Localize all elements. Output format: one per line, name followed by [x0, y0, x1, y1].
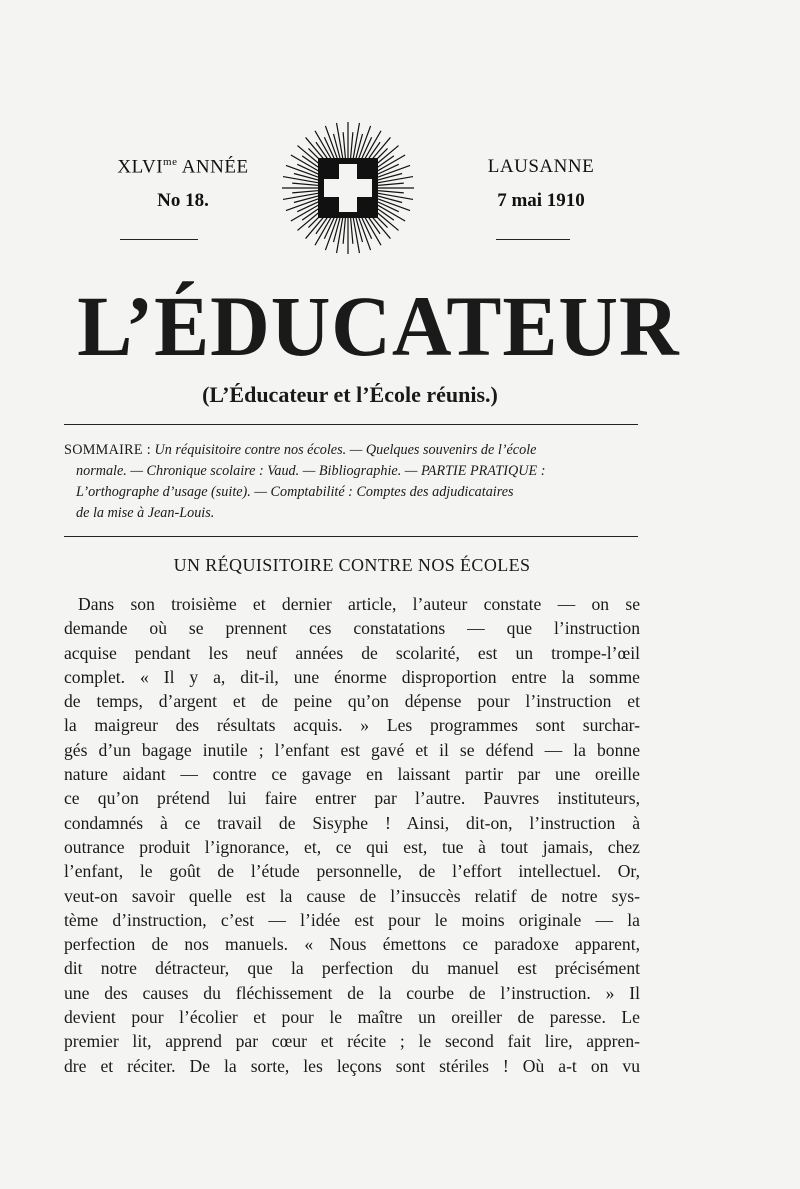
header-left-rule: [120, 239, 198, 240]
toc-label: SOMMAIRE :: [64, 442, 151, 458]
masthead: [66, 278, 680, 374]
article-line: condamnés à ce travail de Sisyphe ! Ainsi, dit-on, l’instruction à: [64, 812, 640, 833]
article-line: complet. « Il y a, dit-il, une énorme disproportion entre la somme: [64, 666, 640, 687]
year-label: $XLVI^{me}$ ANNÉE: [117, 156, 249, 178]
swiss-cross-sunburst-icon: [282, 120, 414, 256]
journal-subtitle: (L’Éducateur et l’École réunis.): [202, 382, 498, 407]
article-line: nature aidant — contre ce gavage en laissant partir par une oreille: [64, 764, 640, 785]
journal-title: L’ÉDUCATEUR: [77, 278, 680, 374]
toc-line: normale. — Chronique scolaire : Vaud. — Bibliographie. — PARTIE PRATIQUE :: [76, 463, 546, 479]
article-line: la maigreur des résultats acquis. » Les programmes sont surchar-: [64, 715, 640, 736]
article-line: une des causes du fléchissement de la courbe de l’instruction. » Il: [64, 982, 640, 1003]
bottom-divider: [64, 536, 638, 537]
article-line: premier lit, apprend par cœur et récite ; le second fait lire, appren-: [64, 1031, 640, 1052]
header-right: [466, 156, 616, 212]
article-body: [64, 592, 640, 1078]
article-line: demande où se prennent ces constatations — que l’instruction: [64, 618, 640, 639]
table-of-contents: [64, 440, 640, 524]
article-line: dre et réciter. De la sorte, les leçons sont stériles ! Où a-t on vu: [64, 1055, 640, 1076]
toc-line: SOMMAIRE : Un réquisitoire contre nos écoles. — Quelques souvenirs de l’école: [64, 442, 537, 458]
article-line: veut-on savoir quelle est la cause de l’insuccès relatif de notre sys-: [64, 885, 640, 906]
article-line: ce qu’on prétend lui faire entrer par l’autre. Pauvres instituteurs,: [64, 788, 640, 809]
article-line: de temps, d’argent et de peine qu’on dépense pour l’instruction et: [64, 691, 640, 712]
toc-line: L’orthographe d’usage (suite). — Comptabilité : Comptes des adjudicataires: [76, 484, 514, 500]
issue-number: No 18.: [157, 190, 209, 212]
header-left: [88, 156, 278, 212]
article-title: UN RÉQUISITOIRE CONTRE NOS ÉCOLES: [173, 555, 531, 575]
toc-line: de la mise à Jean-Louis.: [76, 505, 215, 521]
article-line: l’enfant, le goût de l’étude personnelle, de l’effort intellectuel. Or,: [64, 861, 640, 882]
city-label: LAUSANNE: [487, 156, 595, 177]
article-line: dit notre détracteur, que la perfection du manuel est précisément: [64, 958, 640, 979]
issue-date: 7 mai 1910: [497, 190, 585, 211]
header-right-rule: [496, 239, 570, 240]
article-line: perfection de nos manuels. « Nous émettons ce paradoxe apparent,: [64, 934, 640, 955]
top-divider: [64, 424, 638, 425]
article-line: outrance produit l’ignorance, et, ce qui est, tue à tout jamais, chez: [64, 836, 640, 857]
article-line: devient pour l’écolier et pour le maître un oreiller de paresse. Le: [64, 1007, 640, 1028]
article-line: gés d’un bagage inutile ; l’enfant est gavé et il se défend — la bonne: [64, 739, 640, 760]
article-line: tème d’instruction, c’est — l’idée est pour le moins originale — la: [64, 909, 640, 930]
article-line: Dans son troisième et dernier article, l’auteur constate — on se: [78, 594, 640, 614]
article-line: acquise pendant les neuf années de scolarité, est un trompe-l’œil: [64, 642, 640, 663]
